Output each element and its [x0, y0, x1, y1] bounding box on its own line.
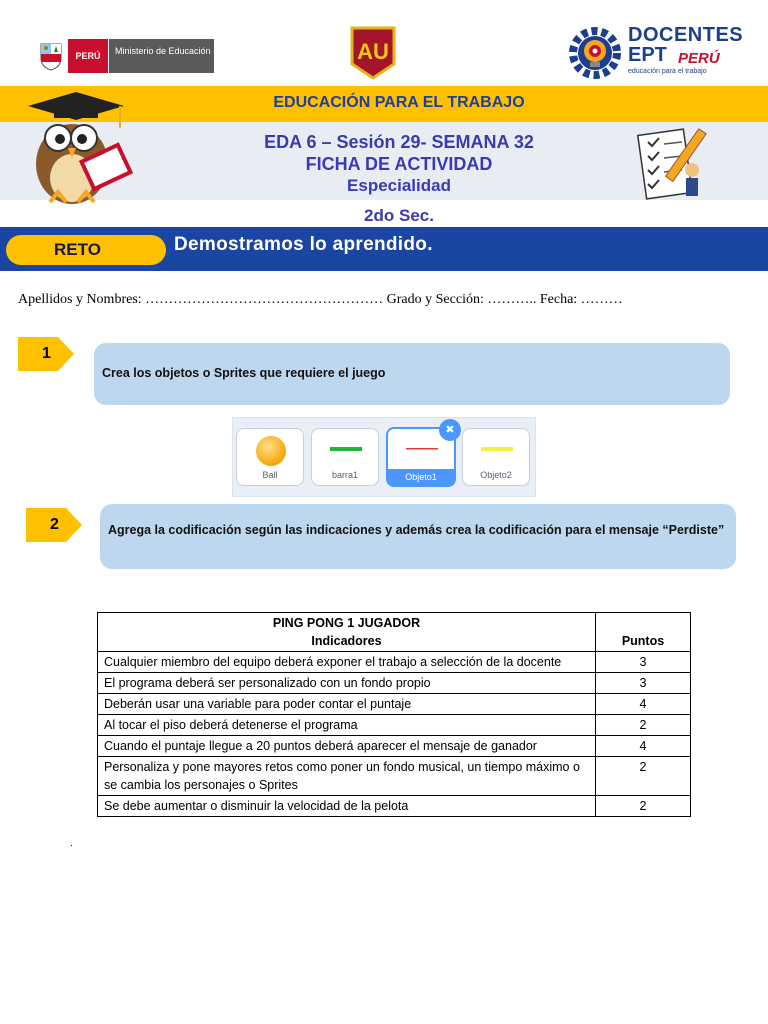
header-band-title: EDUCACIÓN PARA EL TRABAJO [273, 94, 525, 111]
reto-badge: RETO [6, 235, 166, 265]
table-row [98, 736, 691, 757]
grade-label: 2do Sec. [364, 206, 434, 225]
points-cell: 3 [596, 673, 691, 694]
au-logo-text: AU [357, 39, 389, 64]
table-row [98, 757, 691, 796]
docentes-tagline: educación para el trabajo [628, 68, 707, 75]
indicator-cell: Se debe aumentar o disminuir la velocidad de la pelota [98, 796, 596, 817]
step-2-instruction: Agrega la codificación según las indicaciones y además crea la codificación para el mensaje “Perdiste” [100, 504, 736, 569]
table-row [98, 652, 691, 673]
minedu-ministry-label: Ministerio de Educación [108, 39, 214, 73]
reto-title: Demostramos lo aprendido. [174, 234, 433, 255]
table-row [98, 715, 691, 736]
sprite-list-panel [232, 417, 536, 497]
indicator-cell: El programa deberá ser personalizado con un fondo propio [98, 673, 596, 694]
sprite-label: Objeto1 [388, 469, 454, 485]
gear-bulb-icon [566, 24, 624, 82]
docentes-ept-logo [566, 22, 744, 82]
points-cell: 4 [596, 694, 691, 715]
stray-dot: . [70, 838, 73, 849]
au-logo-icon [348, 26, 398, 80]
points-cell: 3 [596, 652, 691, 673]
column-header-indicators: Indicadores [311, 634, 382, 648]
indicator-cell: Cuando el puntaje llegue a 20 puntos deberá aparecer el mensaje de ganador [98, 736, 596, 757]
sprite-label: Ball [262, 470, 278, 480]
step-1-instruction: Crea los objetos o Sprites que requiere el juego [94, 343, 730, 405]
indicator-cell: Deberán usar una variable para poder contar el puntaje [98, 694, 596, 715]
minedu-country-label: PERÚ [68, 39, 108, 73]
ball-icon [255, 435, 287, 467]
header-session-line: EDA 6 – Sesión 29- SEMANA 32 [264, 132, 534, 152]
rubric-table [97, 612, 691, 817]
sprite-label: Objeto2 [480, 470, 512, 480]
table-row [98, 673, 691, 694]
student-info-line: Apellidos y Nombres: …………………………………………… Grado y Sección: ……….. Fecha: ……… [18, 292, 623, 307]
table-title: PING PONG 1 JUGADOR [272, 616, 421, 630]
table-row [98, 694, 691, 715]
header-specialty-line: Especialidad [347, 176, 451, 195]
points-cell: 4 [596, 736, 691, 757]
indicator-cell: Al tocar el piso deberá detenerse el programa [98, 715, 596, 736]
docentes-peru: PERÚ [678, 50, 720, 67]
step-2-number: 2 [50, 516, 59, 533]
docentes-title: DOCENTES [628, 24, 744, 46]
table-header-row [98, 613, 691, 652]
red-line-icon [406, 447, 438, 451]
header-text-block [0, 131, 768, 197]
sprite-tile-barra1[interactable] [311, 428, 379, 486]
peru-coat-of-arms-icon [38, 40, 64, 72]
header-activity-line: FICHA DE ACTIVIDAD [305, 154, 493, 174]
green-bar-icon [330, 445, 362, 453]
table-header-indicators [98, 613, 596, 652]
sprite-label: barra1 [331, 470, 358, 480]
points-cell: 2 [596, 757, 691, 796]
indicator-cell: Personaliza y pone mayores retos como poner un fondo musical, un tiempo máximo o se cambia los personajes o Sprites [98, 757, 596, 796]
sprite-tile-objeto2[interactable] [462, 428, 530, 486]
step-1-number: 1 [42, 345, 51, 362]
column-header-points: Puntos [596, 613, 691, 652]
points-cell: 2 [596, 796, 691, 817]
minedu-logo [38, 38, 214, 74]
points-cell: 2 [596, 715, 691, 736]
docentes-ept: EPT [628, 44, 667, 66]
yellow-bar-icon [481, 445, 513, 453]
sprite-tile-ball[interactable] [236, 428, 304, 486]
table-row [98, 796, 691, 817]
delete-sprite-trash-icon[interactable]: ✖ [439, 419, 461, 441]
indicator-cell: Cualquier miembro del equipo deberá exponer el trabajo a selección de la docente [98, 652, 596, 673]
